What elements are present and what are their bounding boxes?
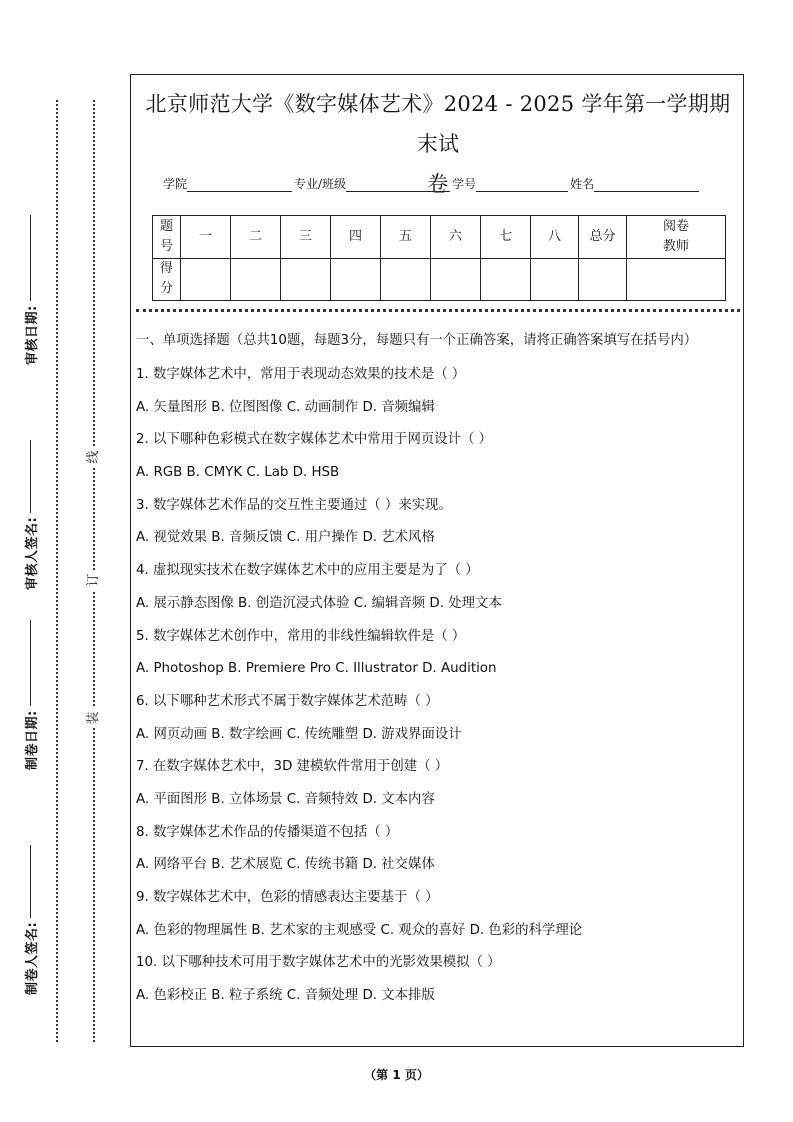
make-date-field [20,620,40,770]
section-multiple-choice [136,330,740,1013]
question-text: 5. 数字媒体艺术创作中，常用的非线性编辑软件是（ ） [136,628,466,644]
col-header-grader: 阅卷教师 [627,216,726,259]
row-header-number: 题号 [153,216,181,259]
col-header: 一 [181,216,231,259]
binding-mark-line: 线 [84,447,104,467]
section-heading: 一、单项选择题（总共10题，每题3分，每题只有一个正确答案，请将正确答案填写在括号内） [136,333,698,348]
dotted-separator [136,309,740,312]
score-cell[interactable] [431,258,481,301]
college-label: 学院 [163,177,188,191]
question-options: A. Photoshop B. Premiere Pro C. Illustrator D. Audition [136,661,497,677]
score-cell[interactable] [181,258,231,301]
student-id-label: 学号 [452,177,477,191]
binding-dotted-line-outer [56,100,58,1042]
question-text: 10. 以下哪种技术可用于数字媒体艺术中的光影效果模拟（ ） [136,955,501,971]
exam-title-line2: 卷 [427,172,449,196]
question-options: A. 视觉效果 B. 音频反馈 C. 用户操作 D. 艺术风格 [136,530,435,546]
col-header: 八 [531,216,579,259]
maker-sign-field [20,845,40,995]
question-text: 7. 在数字媒体艺术中，3D 建模软件常用于创建（ ） [136,759,449,775]
make-date-label: 制卷日期: [24,710,40,770]
col-header: 二 [231,216,281,259]
name-label: 姓名 [570,177,595,191]
reviewer-sign-line [30,440,31,513]
college-field[interactable] [187,177,292,192]
score-table-header-row [153,216,726,259]
review-date-line [30,215,31,301]
question-text: 1. 数字媒体艺术中，常用于表现动态效果的技术是（ ） [136,367,466,382]
question-text: 8. 数字媒体艺术作品的传播渠道不包括（ ） [136,824,399,840]
score-cell[interactable] [381,258,431,301]
question-options: A. 网络平台 B. 艺术展览 C. 传统书籍 D. 社交媒体 [136,857,435,873]
question-text: 6. 以下哪种艺术形式不属于数字媒体艺术范畴（ ） [136,693,439,709]
score-cell[interactable] [231,258,281,301]
question-options: A. 色彩校正 B. 粒子系统 C. 音频处理 D. 文本排版 [136,988,435,1004]
score-cell[interactable] [331,258,381,301]
question-text: 3. 数字媒体艺术作品的交互性主要通过（ ）来实现。 [136,497,452,513]
question-text: 9. 数字媒体艺术中，色彩的情感表达主要基于（ ） [136,890,439,905]
reviewer-sign-label: 审核人签名: [24,516,40,590]
score-cell[interactable] [481,258,531,301]
question-options: A. 矢量图形 B. 位图图像 C. 动画制作 D. 音频编辑 [136,399,435,415]
review-date-field [20,215,40,365]
col-header: 三 [281,216,331,259]
binding-mark-staple: 订 [84,570,104,590]
student-info-row [163,172,723,192]
binding-mark-bind: 装 [84,708,104,728]
make-date-line [30,620,31,706]
col-header-total: 总分 [579,216,627,259]
question-options: A. 色彩的物理属性 B. 艺术家的主观感受 C. 观众的喜好 D. 色彩的科学理论 [136,922,583,938]
reviewer-sign-field [20,440,40,590]
col-header: 四 [331,216,381,259]
maker-sign-line [30,845,31,918]
col-header: 五 [381,216,431,259]
major-field[interactable] [346,177,450,192]
question-options: A. 展示静态图像 B. 创造沉浸式体验 C. 编辑音频 D. 处理文本 [136,595,502,611]
score-cell[interactable] [281,258,331,301]
page-number: （第 1 页） [364,1068,429,1082]
col-header: 六 [431,216,481,259]
score-cell[interactable] [531,258,579,301]
grader-cell[interactable] [627,258,726,301]
score-table [152,215,726,301]
exam-title-line1: 北京师范大学《数字媒体艺术》2024 - 2025 学年第一学期期末试 [145,92,731,156]
question-options: A. 网页动画 B. 数字绘画 C. 传统雕塑 D. 游戏界面设计 [136,726,462,742]
question-options: A. RGB B. CMYK C. Lab D. HSB [136,465,340,481]
question-options: A. 平面图形 B. 立体场景 C. 音频特效 D. 文本内容 [136,791,435,807]
maker-sign-label: 制卷人签名: [24,921,40,995]
row-header-score: 得分 [153,258,181,301]
score-table-score-row [153,258,726,301]
name-field[interactable] [594,177,699,192]
review-date-label: 审核日期: [24,305,40,365]
col-header: 七 [481,216,531,259]
student-id-field[interactable] [476,177,568,192]
question-text: 4. 虚拟现实技术在数字媒体艺术中的应用主要是为了（ ） [136,563,479,579]
major-label: 专业/班级 [294,177,347,191]
question-text: 2. 以下哪种色彩模式在数字媒体艺术中常用于网页设计（ ） [136,432,493,448]
total-score-cell[interactable] [579,258,627,301]
